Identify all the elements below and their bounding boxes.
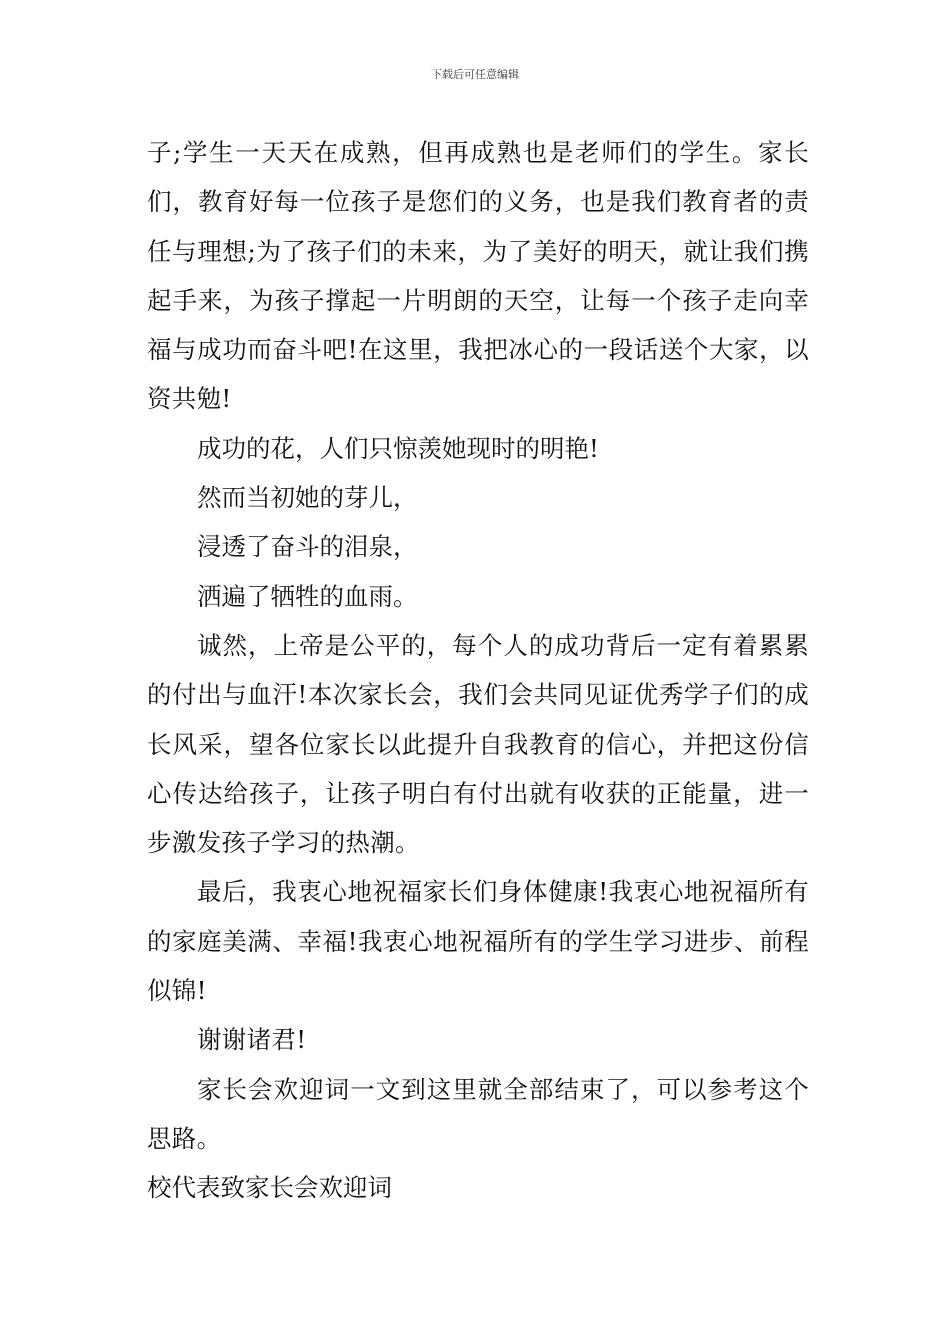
document-body bbox=[147, 128, 809, 1213]
paragraph: 诚然，上帝是公平的，每个人的成功背后一定有着累累的付出与血汗!本次家长会，我们会共同见证优秀学子们的成长风采，望各位家长以此提升自我教育的信心，并把这份信心传达给孩子，让孩子明白有付出就有收获的正能量，进一步激发孩子学习的热潮。 bbox=[147, 630, 809, 858]
section-heading: 校代表致家长会欢迎词 bbox=[147, 1173, 392, 1203]
paragraph-continued: 子;学生一天天在成熟，但再成熟也是老师们的学生。家长们，教育好每一位孩子是您们的义务，也是我们教育者的责任与理想;为了孩子们的未来，为了美好的明天，就让我们携起手来，为孩子撑起一片明朗的天空，让每一个孩子走向幸福与成功而奋斗吧!在这里，我把冰心的一段话送个大家，以资共勉! bbox=[147, 138, 809, 414]
header-note: 下载后可任意编辑 bbox=[431, 68, 519, 81]
poem-line: 洒遍了牺牲的血雨。 bbox=[197, 581, 418, 611]
paragraph: 家长会欢迎词一文到这里就全部结束了，可以参考这个思路。 bbox=[147, 1074, 809, 1153]
poem-line: 成功的花，人们只惊羡她现时的明艳! bbox=[197, 433, 599, 463]
paragraph: 谢谢诸君! bbox=[197, 1025, 307, 1055]
poem-line: 然而当初她的芽儿， bbox=[197, 483, 418, 513]
paragraph: 最后，我衷心地祝福家长们身体健康!我衷心地祝福所有的家庭美满、幸福!我衷心地祝福所有的学生学习进步、前程似锦! bbox=[147, 877, 809, 1006]
poem-line: 浸透了奋斗的泪泉， bbox=[197, 532, 418, 562]
